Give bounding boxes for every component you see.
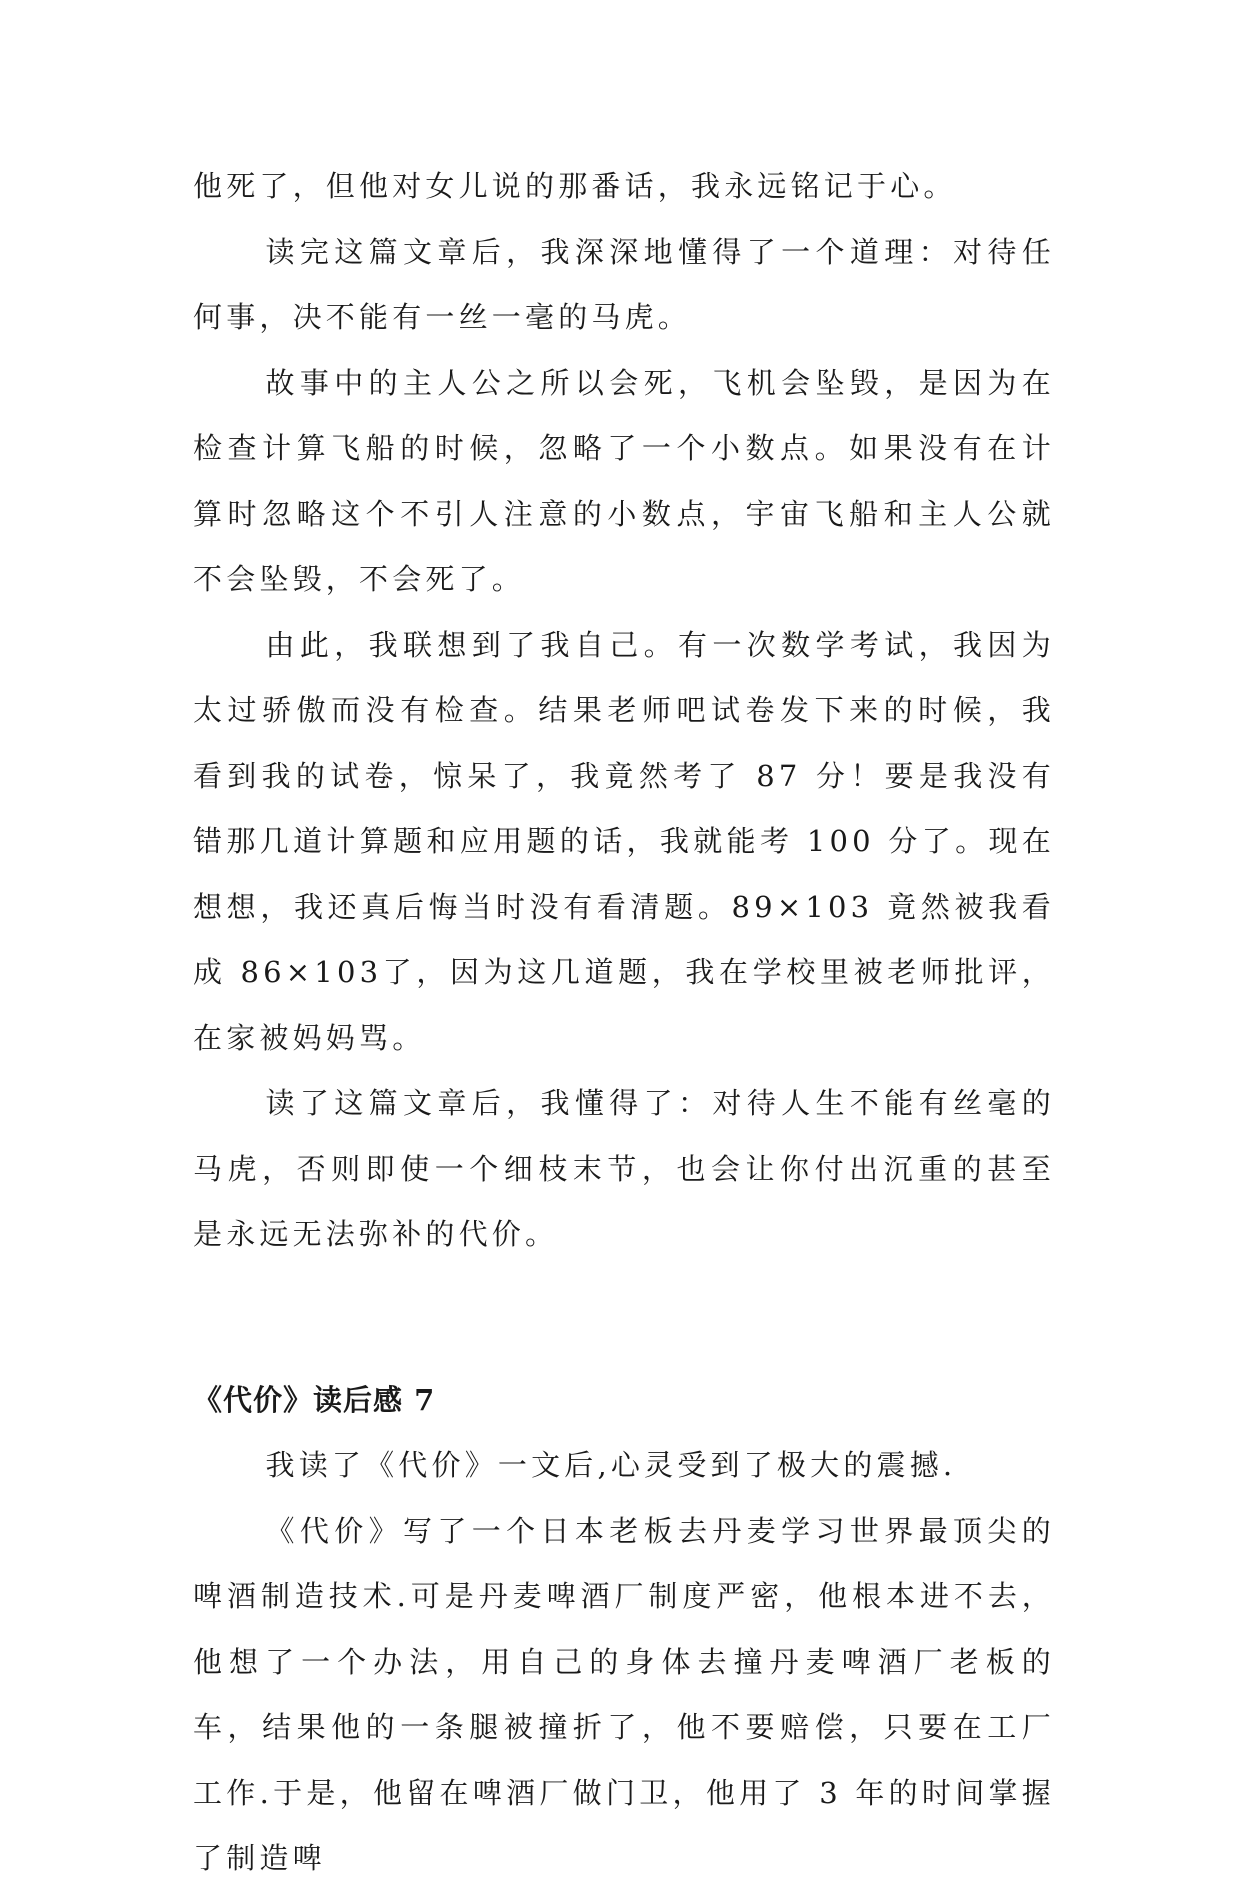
document-page <box>193 154 1055 1892</box>
paragraph: 由此，我联想到了我自己。有一次数学考试，我因为太过骄傲而没有检查。结果老师吧试卷发下来的时候，我看到我的试卷，惊呆了，我竟然考了 87 分！要是我没有错那几道计算题和应用题的话，我就能考 100 分了。现在想想，我还真后悔当时没有看清题。89×103 竟然被我看成 86×103了，因为这几道题，我在学校里被老师批评，在家被妈妈骂。 <box>193 627 1055 1055</box>
paragraph-continuation: 他死了，但他对女儿说的那番话，我永远铭记于心。 <box>193 169 957 203</box>
paragraph: 读完这篇文章后，我深深地懂得了一个道理：对待任何事，决不能有一丝一毫的马虎。 <box>193 234 1055 334</box>
paragraph: 《代价》写了一个日本老板去丹麦学习世界最顶尖的啤酒制造技术.可是丹麦啤酒厂制度严密，他根本进不去，他想了一个办法，用自己的身体去撞丹麦啤酒厂老板的车，结果他的一条腿被撞折了，他不要赔偿，只要在工厂工作.于是，他留在啤酒厂做门卫，他用了 3 年的时间掌握了制造啤 <box>193 1513 1055 1875</box>
paragraph: 故事中的主人公之所以会死，飞机会坠毁，是因为在检查计算飞船的时候，忽略了一个小数点。如果没有在计算时忽略这个不引人注意的小数点，宇宙飞船和主人公就不会坠毁，不会死了。 <box>193 365 1055 596</box>
paragraph: 我读了《代价》一文后,心灵受到了极大的震撼. <box>265 1448 957 1482</box>
paragraph: 读了这篇文章后，我懂得了：对待人生不能有丝毫的马虎，否则即使一个细枝末节，也会让你付出沉重的甚至是永远无法弥补的代价。 <box>193 1086 1055 1251</box>
section-gap <box>193 1268 1055 1368</box>
section-heading: 《代价》读后感 7 <box>193 1382 436 1417</box>
